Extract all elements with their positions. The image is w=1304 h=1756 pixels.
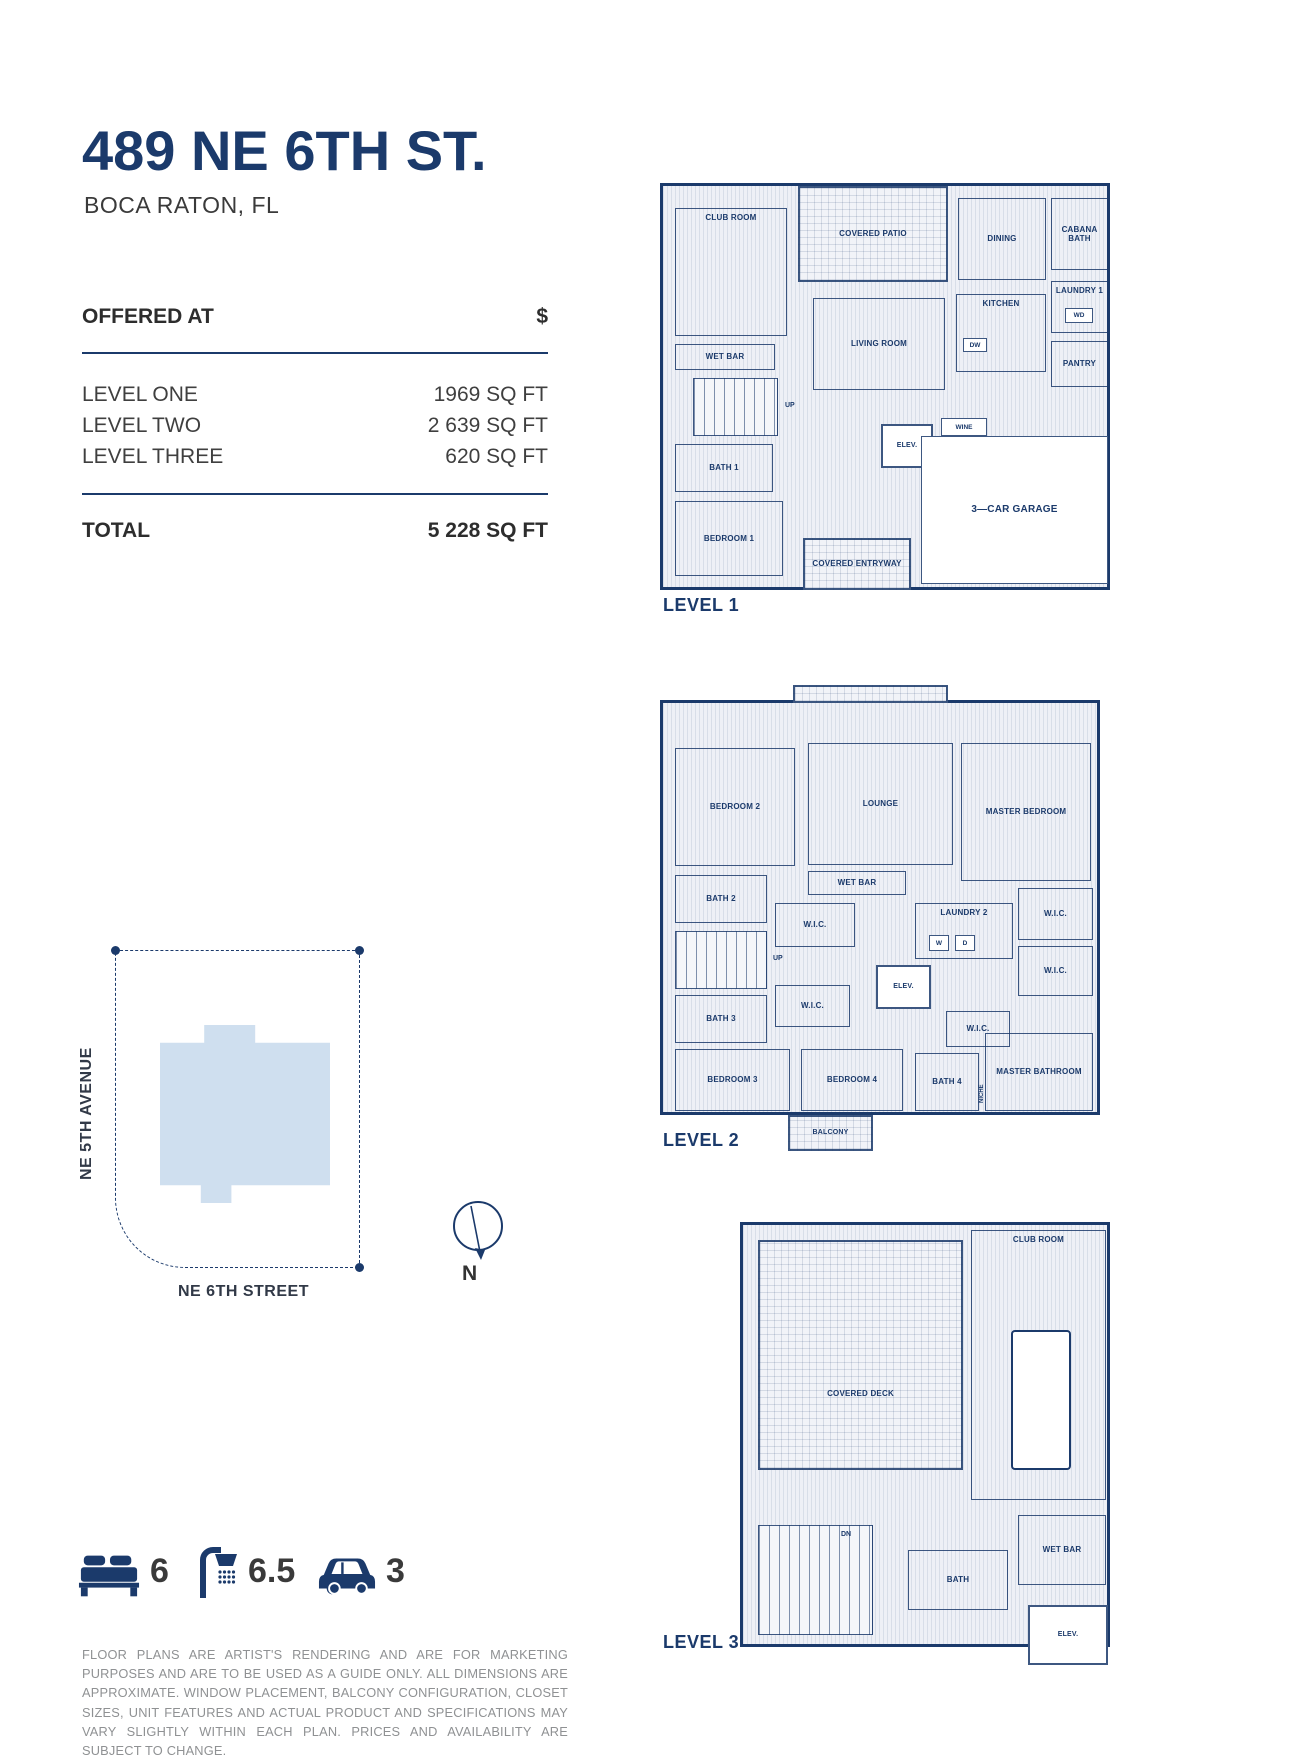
garage-count: 3 bbox=[386, 1552, 405, 1590]
boundary-dot bbox=[111, 946, 120, 955]
floor-plan-level-1 bbox=[660, 183, 1110, 590]
floor-plan-level-3 bbox=[740, 1222, 1110, 1647]
room-elevator-2: ELEV. bbox=[876, 965, 931, 1009]
room-laundry-1: LAUNDRY 1 bbox=[1051, 281, 1108, 333]
total-value: 5 228 SQ FT bbox=[427, 519, 548, 542]
bed-icon bbox=[78, 1552, 140, 1598]
wine-chip: WINE bbox=[941, 418, 987, 436]
terrace-hatch bbox=[793, 685, 948, 703]
level-2-label: LEVEL 2 bbox=[663, 1130, 740, 1150]
room-bath-l3: BATH bbox=[908, 1550, 1008, 1610]
room-elevator-3: ELEV. bbox=[1028, 1605, 1108, 1665]
room-covered-entryway: COVERED ENTRYWAY bbox=[803, 538, 911, 590]
niche-label: NICHE bbox=[979, 1084, 985, 1103]
offered-at-row bbox=[82, 305, 548, 329]
table-row bbox=[82, 414, 548, 438]
room-balcony: BALCONY bbox=[788, 1115, 873, 1151]
level-two-value: 2 639 SQ FT bbox=[427, 414, 548, 437]
room-master-bathroom: MASTER BATHROOM bbox=[985, 1033, 1093, 1111]
room-laundry-2: LAUNDRY 2 bbox=[915, 903, 1013, 959]
room-bath-2: BATH 2 bbox=[675, 875, 767, 923]
room-dining: DINING bbox=[958, 198, 1046, 280]
level-three-value: 620 SQ FT bbox=[445, 445, 548, 468]
room-kitchen: KITCHEN bbox=[956, 294, 1046, 372]
up-label: UP bbox=[785, 402, 795, 409]
room-wic-3: W.I.C. bbox=[775, 985, 850, 1027]
room-bath-3: BATH 3 bbox=[675, 995, 767, 1043]
room-wic-1: W.I.C. bbox=[775, 903, 855, 947]
room-covered-patio: COVERED PATIO bbox=[798, 186, 948, 282]
total-label: TOTAL bbox=[82, 519, 151, 542]
total-row bbox=[82, 519, 548, 543]
table-row bbox=[82, 445, 548, 469]
dishwasher-chip: DW bbox=[963, 338, 987, 352]
divider bbox=[82, 493, 548, 495]
floor-plan-level-2 bbox=[660, 700, 1100, 1136]
level-3-label: LEVEL 3 bbox=[663, 1632, 740, 1652]
street-label-ne-5th-avenue: NE 5TH AVENUE bbox=[78, 1047, 95, 1180]
building-footprint bbox=[160, 1025, 330, 1203]
page-subtitle: BOCA RATON, FL bbox=[84, 192, 280, 218]
car-icon bbox=[318, 1550, 376, 1596]
room-master-bedroom: MASTER BEDROOM bbox=[961, 743, 1091, 881]
up-label-2: UP bbox=[773, 955, 783, 962]
compass-north-label: N bbox=[462, 1262, 478, 1285]
stairs-down bbox=[758, 1525, 873, 1635]
street-label-ne-6th-street: NE 6TH STREET bbox=[178, 1283, 309, 1300]
boundary-dot bbox=[355, 946, 364, 955]
stairs-up bbox=[693, 378, 778, 436]
room-club-room-3: CLUB ROOM bbox=[971, 1230, 1106, 1500]
divider bbox=[82, 352, 548, 354]
compass-icon bbox=[448, 1200, 510, 1262]
page-title: 489 NE 6TH ST. bbox=[82, 119, 487, 182]
bedroom-count: 6 bbox=[150, 1552, 169, 1590]
level-three-label: LEVEL THREE bbox=[82, 445, 224, 468]
washer-dryer-chip: WD bbox=[1065, 308, 1093, 323]
room-wic-5: W.I.C. bbox=[946, 1011, 1010, 1047]
level-two-label: LEVEL TWO bbox=[82, 414, 202, 437]
disclaimer-text: FLOOR PLANS ARE ARTIST'S RENDERING AND ARE FOR MARKETING PURPOSES AND ARE TO BE USED AS A GUIDE ONLY. ALL DIMENSIONS ARE APPROXIMATE. WINDOW PLACEMENT, BALCONY CONFIGURATION, CLOSET SIZES, UNIT FEATURES AND ACTUAL PRODUCT AND SPECIFICATIONS MAY VARY SLIGHTLY WITHIN EACH PLAN. PRICES AND AVAILABILITY ARE SUBJECT TO CHANGE. bbox=[82, 1647, 568, 1756]
room-bedroom-1: BEDROOM 1 bbox=[675, 501, 783, 576]
room-club-room: CLUB ROOM bbox=[675, 208, 787, 336]
room-bedroom-4: BEDROOM 4 bbox=[801, 1049, 903, 1111]
room-bedroom-3: BEDROOM 3 bbox=[675, 1049, 790, 1111]
shower-icon bbox=[196, 1544, 240, 1600]
room-wet-bar: WET BAR bbox=[675, 344, 775, 370]
room-bedroom-2: BEDROOM 2 bbox=[675, 748, 795, 866]
room-wic-4: W.I.C. bbox=[1018, 946, 1093, 996]
bathroom-count: 6.5 bbox=[248, 1552, 296, 1590]
room-wet-bar-3: WET BAR bbox=[1018, 1515, 1106, 1585]
offered-at-value: $ bbox=[536, 305, 548, 328]
room-covered-deck: COVERED DECK bbox=[758, 1240, 963, 1470]
level-one-label: LEVEL ONE bbox=[82, 383, 198, 406]
level-one-value: 1969 SQ FT bbox=[433, 383, 548, 406]
room-3-car-garage: 3—CAR GARAGE bbox=[921, 436, 1108, 584]
room-cabana-bath: CABANA BATH bbox=[1051, 198, 1108, 270]
offered-at-label: OFFERED AT bbox=[82, 305, 214, 328]
level-1-label: LEVEL 1 bbox=[663, 595, 740, 615]
room-living-room: LIVING ROOM bbox=[813, 298, 945, 390]
washer-chip: W bbox=[929, 935, 949, 951]
dn-label: DN bbox=[841, 1531, 852, 1538]
table-row bbox=[82, 383, 548, 407]
room-bath-1: BATH 1 bbox=[675, 444, 773, 492]
room-wic-2: W.I.C. bbox=[1018, 888, 1093, 940]
room-bath-4: BATH 4 bbox=[915, 1053, 979, 1111]
room-elevator: ELEV. bbox=[881, 424, 933, 468]
room-pantry: PANTRY bbox=[1051, 341, 1108, 387]
pool-table bbox=[1011, 1330, 1071, 1470]
stairs-up-2 bbox=[675, 931, 767, 989]
boundary-dot bbox=[355, 1263, 364, 1272]
room-wet-bar-2: WET BAR bbox=[808, 871, 906, 895]
room-lounge: LOUNGE bbox=[808, 743, 953, 865]
dryer-chip: D bbox=[955, 935, 975, 951]
